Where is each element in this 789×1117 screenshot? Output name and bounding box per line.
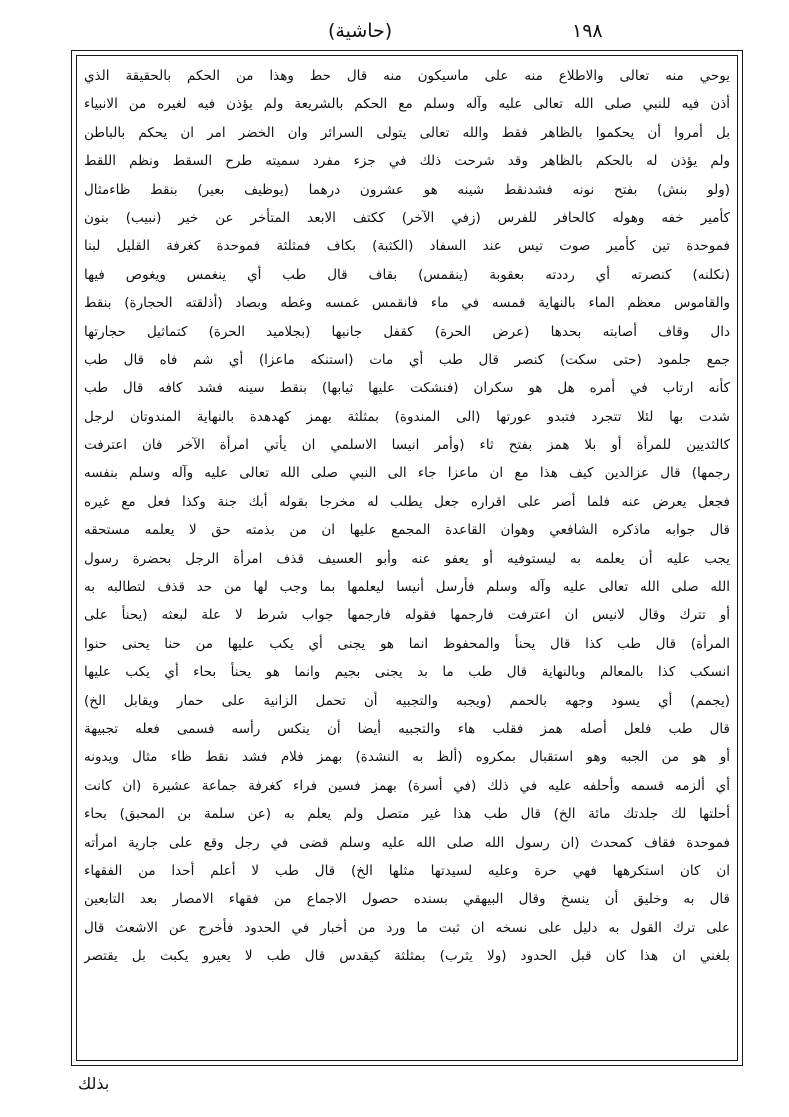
text-line: كأنه ارتاب في أمره هل هو سكران (فنشكت عليها ثيابها) بنقط سينه فشد كافه قال طب: [84, 380, 730, 397]
text-line: دال وقاف أصابته بحدها (عرض الحرة) كقفل جانبها (بجلاميد الحرة) كتماثيل حجارتها: [84, 323, 730, 340]
text-line: بلغني ان هذا كان قبل الحدود (ولا يثرب) بمثلثة كيقدس قال طب لا يعيرو يكبت بل يقتصر: [84, 948, 730, 965]
text-line: الله صلى الله تعالى عليه وآله وسلم فأرسل أنيسا ليعلمها بما وجب لها من حد قذف لتطالبه به: [84, 579, 730, 596]
text-line: كأمير خفه وهوله كالحافر للفرس (زفي الآخر) ككتف الابعد المتأخر عن خير (نبيب) بنون: [84, 209, 730, 226]
text-line: انسكب كذا بالمعالم وبالنهاية قال طب ما بد يجنى بجيم وانما هو يحنأ بحاء أي يكب عليها: [84, 664, 730, 681]
text-line: قال طب فلعل أصله همز فقلب هاء والتجبيه أيضا أن ينكس رأسه فسمى فعله تجبيهة: [84, 720, 730, 737]
text-line: (نكلنه) كنصرته أي رددته بعقوبة (ينقمس) بقاف قال طب أي ينغمس ويغوص فيها: [84, 266, 730, 283]
text-line: فجعل يعرض عنه فلما أصر على اقراره جعل يطلب له مخرجا بقوله أبك جنة وكذا فعل مع غيره: [84, 493, 730, 510]
text-line: بل أمروا أن يحكموا بالظاهر فقط والله تعالى يتولى السرائر وان الخضر امر ان يحكم بالباطن: [84, 124, 730, 141]
text-line: قال به وخليق أن ينسخ وقال البيهقي بسنده حصول الاجماع من فقهاء الامصار بعد التابعين: [84, 891, 730, 908]
text-line: كالثديين للمرأة أو بلا همز بفتح ثاء (وأمر انيسا الاسلمي ان يأتي امرأة الآخر فان اعترفت: [84, 437, 730, 454]
text-line: شدت بها لئلا تتجرد فتبدو عورتها (الى المندوة) بمثلثة بهمز كهدهدة بالنهاية المندوتان لرجل: [84, 408, 730, 425]
page-number: ١٩٨: [572, 20, 603, 42]
text-line: (يجمم) أي يسود وجهه بالحمم (ويجبه والتجبيه أن تحمل الزانية على حمار ويقابل الخ): [84, 692, 730, 709]
text-line: يجب عليه أن يعلمه به ليستوفيه أو يعفو عنه وأبو العسيف قذف امرأة الرجل بحضرة رسول: [84, 550, 730, 567]
text-line: ان كان استكرهها فهي حرة وعليه لسيدتها مثلها الخ) قال طب لا أعلم أحدا من الفقهاء: [84, 862, 730, 879]
text-line: أو تترك وقال لانيس ان اعترفت فارجمها فقوله فارجمها جواب شرط لا علة لبعثه (يحنأ على: [84, 607, 730, 624]
text-line: والقاموس معظم الماء بالنهاية قمسه في ماء فانقمس غمسه وغطه وبصاد (أذلقته الحجارة) بنقط: [84, 295, 730, 312]
text-line: فموحدة تين كأمير صوت تيس عند السفاد (الكثبة) بكاف فمثلثة فموحدة كغرفة القليل لبنا: [84, 238, 730, 255]
text-line: أي ألزمه قسمه وأحلفه عليه في ذلك (في أسرة) بهمز فسين فراء كغرفة جماعة عشيرة (ان كانت: [84, 777, 730, 794]
text-line: ولم يؤذن له بالحكم بالظاهر وقد شرحت ذلك في جزء مفرد سميته طرح السقط ونظم اللقط: [84, 153, 730, 170]
text-line: أو هو من الجبه وهو استقبال بمكروه (ألظ به النشدة) بهمز فلام فشد نقط ظاء مثال ويدونه: [84, 749, 730, 766]
text-body: [84, 62, 730, 1057]
running-title: (حاشية): [328, 20, 393, 42]
text-line: أحلتها لك جلدتك مائة الخ) قال طب هذا غير متصل ولم يعلم به (عن سلمة بن المحبق) بحاء: [84, 806, 730, 823]
text-line: أذن فيه للنبي صلى الله تعالى عليه وآله وسلم مع الحكم بالشريعة ولم يؤذن فيه لغيره من الانبياء: [84, 96, 730, 113]
catchword: بذلك: [78, 1074, 110, 1093]
page-header: [0, 18, 789, 54]
text-line: قال جوابه ماذكره الشافعي وهوان القاعدة المجمع عليها ان من بذمته حق لا يعلمه مستحقه: [84, 522, 730, 539]
text-line: فموحدة فقاف كمحدث (ان رسول الله صلى الله عليه وسلم قضى في رجل وقع على جارية امرأته: [84, 834, 730, 851]
text-line: على ترك القول به دليل على نسخه ان ثبت ما ورد من أخبار في الحدود فأخرج عن الاشعث قال: [84, 919, 730, 936]
text-line: جمع جلمود (حتى سكت) كنصر قال طب أي مات (استنكه ماعزا) أي شم فاه قال طب: [84, 351, 730, 368]
text-line: (ولو بنش) بفتح نونه فشدنقط شينه هو عشرون درهما (يوظيف بعير) بنقط ظاءمثال: [84, 181, 730, 198]
text-line: يوحي منه تعالى والاطلاع منه على ماسيكون منه قال حط وهذا من الحكم بالحقيقة الذي: [84, 68, 730, 84]
text-line: رجمها) قال عزالدين كيف هذا مع ان ماعزا جاء الى النبي صلى الله تعالى عليه وآله وسلم بنفسه: [84, 465, 730, 482]
text-line: المرأة) قال طب كذا قال يحنأ والمحفوظ انما هو يجنى أي يكب عليها من حنا يحنى حنوا: [84, 635, 730, 652]
